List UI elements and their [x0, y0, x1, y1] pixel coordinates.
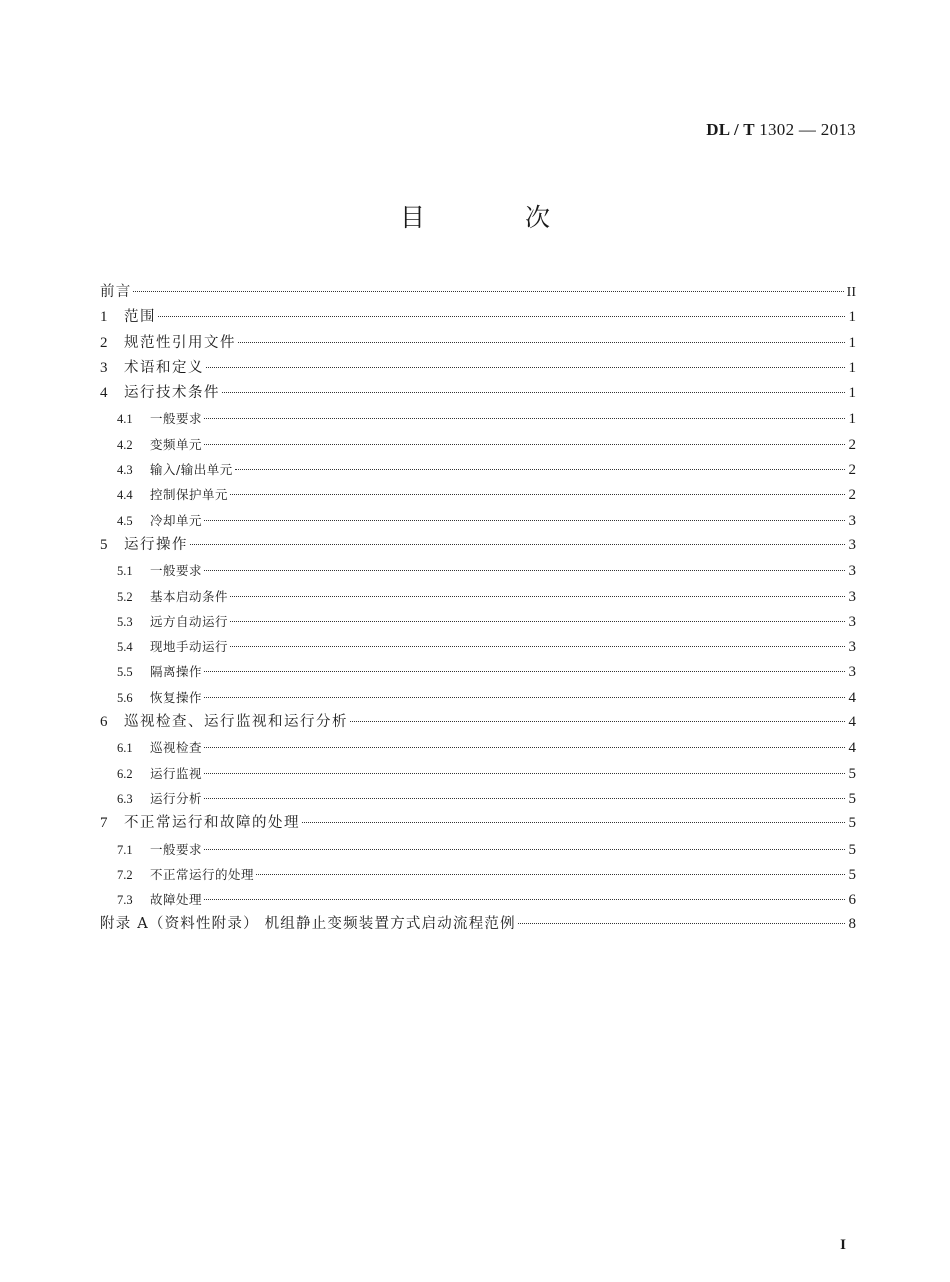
toc-entry-text: 基本启动条件: [150, 588, 229, 604]
toc-entry-text: 一般要求: [150, 411, 203, 427]
toc-entry[interactable]: [100, 406, 856, 431]
toc-entry-text: 恢复操作: [150, 689, 203, 705]
table-of-contents: [100, 280, 856, 938]
toc-entry-page: 8: [848, 916, 856, 933]
dot-leader: [204, 747, 845, 748]
toc-entry-page: 2: [848, 462, 856, 479]
toc-entry-page: 2: [848, 487, 856, 504]
toc-entry-number: 5.5: [117, 665, 133, 680]
toc-entry-page: 3: [848, 536, 856, 553]
dot-leader: [204, 570, 845, 571]
toc-entry-page: 4: [848, 740, 856, 757]
toc-entry-number: 4.1: [117, 412, 133, 427]
toc-entry-page: 1: [848, 385, 856, 402]
toc-entry-page: 5: [848, 765, 856, 782]
toc-entry-number: 4.2: [117, 437, 133, 452]
toc-entry-number: 5.2: [117, 589, 133, 604]
toc-entry[interactable]: [100, 482, 856, 507]
toc-entry[interactable]: [100, 331, 856, 356]
standard-number: 1302 — 2013: [759, 120, 856, 139]
toc-entry-number: 1: [100, 309, 108, 326]
dot-leader: [204, 444, 845, 445]
toc-entry-page: 1: [848, 359, 856, 376]
toc-entry-page: 1: [848, 309, 856, 326]
dot-leader: [204, 418, 845, 419]
toc-entry-page: 4: [848, 714, 856, 731]
toc-entry-number: 5.3: [117, 614, 133, 629]
toc-entry-number: 4.5: [117, 513, 133, 528]
toc-entry-page: 4: [848, 689, 856, 706]
toc-entry-number: 4.4: [117, 488, 133, 503]
toc-entry-number: 3: [100, 359, 108, 376]
dot-leader: [350, 721, 845, 722]
dot-leader: [235, 469, 845, 470]
toc-entry[interactable]: [100, 862, 856, 887]
toc-entry-page: 3: [848, 588, 856, 605]
toc-entry[interactable]: [100, 659, 856, 684]
toc-entry-page: 6: [848, 892, 856, 909]
toc-entry[interactable]: [100, 837, 856, 862]
toc-entry-page: 1: [848, 411, 856, 428]
toc-entry-number: 5: [100, 536, 108, 553]
toc-entry[interactable]: [100, 735, 856, 760]
toc-entry-number: 4: [100, 385, 108, 402]
toc-entry[interactable]: [100, 811, 856, 836]
toc-entry-text: 不正常运行和故障的处理: [124, 815, 300, 832]
toc-entry-text: 范围: [124, 309, 156, 326]
toc-entry-page: 3: [848, 664, 856, 681]
toc-entry-number: 6: [100, 714, 108, 731]
toc-entry-text: 运行技术条件: [124, 385, 220, 402]
toc-entry-text: 输入/输出单元: [150, 462, 233, 478]
toc-entry-text: 巡视检查、运行监视和运行分析: [124, 714, 348, 731]
toc-entry[interactable]: [100, 761, 856, 786]
dot-leader: [204, 697, 845, 698]
toc-entry-number: 7.3: [117, 893, 133, 908]
toc-entry[interactable]: [100, 887, 856, 912]
dot-leader: [256, 874, 845, 875]
toc-entry-text: 前言: [100, 284, 132, 300]
dot-leader: [206, 367, 845, 368]
toc-entry-page: 5: [848, 841, 856, 858]
standard-prefix: DL / T: [706, 120, 755, 139]
toc-entry[interactable]: [100, 381, 856, 406]
toc-entry[interactable]: [100, 558, 856, 583]
toc-entry[interactable]: [100, 584, 856, 609]
toc-entry-page: 3: [848, 639, 856, 656]
toc-entry-text: 远方自动运行: [150, 613, 229, 629]
toc-entry-number: 5.4: [117, 640, 133, 655]
toc-entry-annex[interactable]: [100, 912, 856, 937]
toc-entry-number: 6.2: [117, 766, 133, 781]
toc-entry-text: 冷却单元: [150, 512, 203, 528]
dot-leader: [204, 773, 845, 774]
toc-entry[interactable]: [100, 356, 856, 381]
toc-entry-number: 7.2: [117, 867, 133, 882]
toc-entry[interactable]: [100, 634, 856, 659]
toc-entry-page: 3: [848, 563, 856, 580]
toc-entry-text: 巡视检查: [150, 740, 203, 756]
toc-entry-text: 运行监视: [150, 765, 203, 781]
dot-leader: [133, 291, 843, 292]
dot-leader: [190, 544, 845, 545]
toc-entry[interactable]: [100, 305, 856, 330]
toc-entry-text: 附录 A（资料性附录） 机组静止变频装置方式启动流程范例: [100, 916, 516, 933]
toc-entry-text: 运行操作: [124, 536, 188, 553]
toc-entry-text: 不正常运行的处理: [150, 866, 255, 882]
toc-entry-number: 7: [100, 815, 108, 832]
dot-leader: [204, 798, 845, 799]
toc-entry-number: 6.3: [117, 791, 133, 806]
toc-entry-text: 故障处理: [150, 892, 203, 908]
toc-entry-page: 2: [848, 436, 856, 453]
toc-entry-text: 一般要求: [150, 841, 203, 857]
dot-leader: [238, 342, 845, 343]
dot-leader: [230, 621, 845, 622]
toc-entry-number: 5.1: [117, 564, 133, 579]
toc-entry[interactable]: [100, 685, 856, 710]
toc-entry-text: 一般要求: [150, 563, 203, 579]
toc-entry-page: 3: [848, 613, 856, 630]
toc-entry[interactable]: [100, 786, 856, 811]
toc-entry-page: 5: [848, 790, 856, 807]
toc-entry[interactable]: [100, 432, 856, 457]
toc-entry-page: II: [846, 285, 856, 300]
toc-entry[interactable]: [100, 457, 856, 482]
toc-entry[interactable]: [100, 609, 856, 634]
toc-entry-text: 控制保护单元: [150, 487, 229, 503]
toc-entry-text: 隔离操作: [150, 664, 203, 680]
dot-leader: [230, 646, 845, 647]
dot-leader: [222, 392, 845, 393]
toc-entry-number: 4.3: [117, 463, 133, 478]
toc-entry-page: 1: [848, 334, 856, 351]
dot-leader: [204, 849, 845, 850]
toc-entry-number: 5.6: [117, 690, 133, 705]
toc-entry-foreword[interactable]: [100, 280, 856, 305]
toc-entry-page: 5: [848, 866, 856, 883]
dot-leader: [518, 923, 845, 924]
toc-entry-page: 5: [848, 815, 856, 832]
page-number: I: [840, 1237, 846, 1253]
toc-entry-text: 规范性引用文件: [124, 334, 236, 351]
toc-entry[interactable]: [100, 533, 856, 558]
standard-code: [706, 120, 856, 140]
dot-leader: [204, 899, 845, 900]
toc-entry-text: 现地手动运行: [150, 639, 229, 655]
toc-entry[interactable]: [100, 508, 856, 533]
dot-leader: [158, 316, 845, 317]
toc-entry-page: 3: [848, 512, 856, 529]
toc-entry-number: 6.1: [117, 741, 133, 756]
dot-leader: [230, 596, 845, 597]
toc-entry-text: 运行分析: [150, 790, 203, 806]
dot-leader: [204, 520, 845, 521]
toc-entry-text: 变频单元: [150, 436, 203, 452]
toc-entry-number: 7.1: [117, 842, 133, 857]
page-title: 目 次: [400, 203, 596, 232]
toc-entry[interactable]: [100, 710, 856, 735]
dot-leader: [230, 494, 845, 495]
toc-entry-text: 术语和定义: [124, 359, 204, 376]
toc-entry-number: 2: [100, 334, 108, 351]
dot-leader: [204, 671, 845, 672]
dot-leader: [302, 822, 845, 823]
